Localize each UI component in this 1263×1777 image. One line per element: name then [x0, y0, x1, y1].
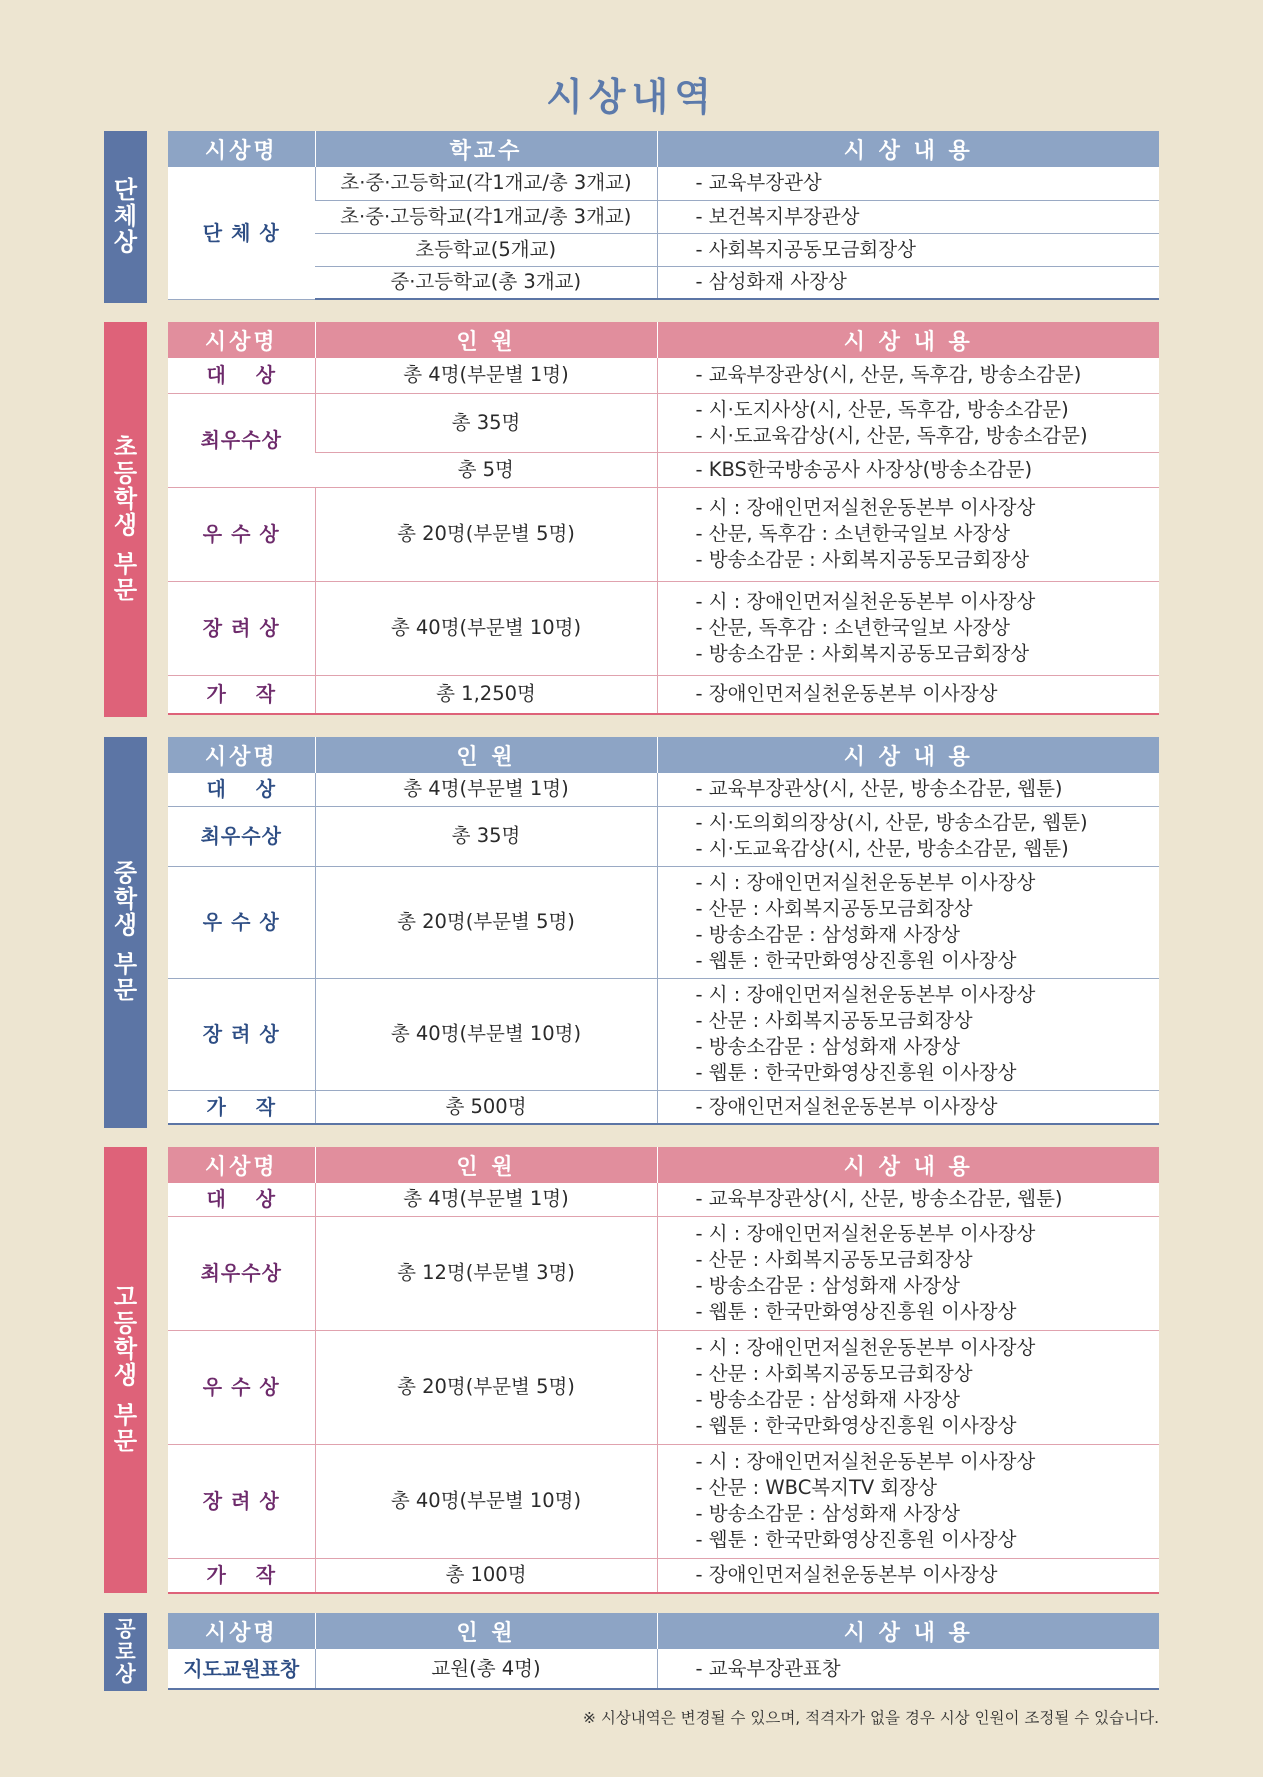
award-detail — [657, 393, 1159, 452]
detail-line: 문 — [113, 1426, 138, 1455]
group-award-side-label — [104, 131, 147, 303]
detail-line: - 산문 : 사회복지공동모금회장상 — [695, 1248, 973, 1271]
middle-table — [168, 737, 1159, 1125]
detail-line: 초 — [113, 432, 138, 461]
header-award-name: 시상명 — [168, 737, 315, 773]
award-count: 초·중·고등학교(각1개교/총 3개교) — [315, 200, 657, 233]
detail-line: - 산문 : 사회복지공동모금회장상 — [695, 1009, 973, 1032]
detail-line: - 보건복지부장관상 — [695, 204, 860, 228]
detail-line: - 시·도교육감상(시, 산문, 방송소감문, 웹툰) — [695, 837, 1069, 860]
detail-line: 등 — [113, 1309, 138, 1338]
award-name: 지도교원표창 — [168, 1649, 315, 1689]
award-name: 대 상 — [168, 1183, 315, 1216]
group-award-section — [104, 131, 1159, 303]
award-count: 초등학교(5개교) — [315, 233, 657, 266]
detail-line: 생 — [113, 910, 138, 939]
award-count: 초·중·고등학교(각1개교/총 3개교) — [315, 167, 657, 200]
award-detail — [657, 1330, 1159, 1444]
award-count: 중·고등학교(총 3개교) — [315, 266, 657, 299]
award-detail — [657, 266, 1159, 299]
detail-line: 부 — [113, 550, 138, 579]
award-name: 최우수상 — [168, 806, 315, 866]
award-detail — [657, 233, 1159, 266]
detail-line: - 웹툰 : 한국만화영상진흥원 이사장상 — [695, 1061, 1017, 1084]
award-detail — [657, 200, 1159, 233]
header-award-name: 시상명 — [168, 131, 315, 167]
detail-line: - 웹툰 : 한국만화영상진흥원 이사장상 — [695, 1414, 1017, 1437]
detail-line: 부 — [113, 1400, 138, 1429]
detail-line: - 시 : 장애인먼저실천운동본부 이사장상 — [695, 983, 1036, 1006]
award-name: 장 려 상 — [168, 1444, 315, 1558]
detail-line: - 웹툰 : 한국만화영상진흥원 이사장상 — [695, 1528, 1017, 1551]
elementary-section — [104, 322, 1159, 717]
detail-line: - 방송소감문 : 사회복지공동모금회장상 — [695, 548, 1030, 571]
award-detail — [657, 773, 1159, 806]
award-detail — [657, 675, 1159, 714]
award-name: 우 수 상 — [168, 487, 315, 581]
detail-line: 부 — [113, 950, 138, 979]
award-count: 총 4명(부문별 1명) — [315, 773, 657, 806]
award-count: 총 100명 — [315, 1558, 657, 1593]
high-side-label — [104, 1147, 147, 1593]
detail-line: - 삼성화재 사장상 — [695, 270, 847, 294]
detail-line: - 산문, 독후감 : 소년한국일보 사장상 — [695, 616, 1011, 639]
header-content: 시 상 내 용 — [657, 1147, 1159, 1183]
award-count: 총 20명(부문별 5명) — [315, 1330, 657, 1444]
high-table — [168, 1147, 1159, 1594]
award-detail — [657, 978, 1159, 1090]
detail-line: - 교육부장관표창 — [695, 1656, 841, 1680]
award-name: 장 려 상 — [168, 581, 315, 675]
award-count: 총 20명(부문별 5명) — [315, 487, 657, 581]
detail-line: - 교육부장관상(시, 산문, 방송소감문, 웹툰) — [695, 1187, 1063, 1211]
detail-line: - 방송소감문 : 사회복지공동모금회장상 — [695, 642, 1030, 665]
merit-side-label — [104, 1613, 147, 1691]
award-name: 우 수 상 — [168, 1330, 315, 1444]
elementary-side-label — [104, 322, 147, 717]
award-name: 최우수상 — [168, 393, 315, 487]
detail-line: - 산문 : 사회복지공동모금회장상 — [695, 1362, 973, 1385]
merit-table — [168, 1613, 1159, 1690]
detail-line: 중 — [113, 858, 138, 887]
header-school-count: 학교수 — [315, 131, 657, 167]
page-title: 시상내역 — [546, 75, 717, 119]
detail-line: - 시 : 장애인먼저실천운동본부 이사장상 — [695, 1450, 1036, 1473]
detail-line: - 장애인먼저실천운동본부 이사장상 — [695, 1094, 998, 1118]
detail-line: 문 — [113, 576, 138, 605]
detail-line: - 시 : 장애인먼저실천운동본부 이사장상 — [695, 871, 1036, 894]
header-content: 시 상 내 용 — [657, 322, 1159, 358]
award-count: 총 35명 — [315, 393, 657, 452]
header-content: 시 상 내 용 — [657, 1613, 1159, 1649]
award-name: 최우수상 — [168, 1216, 315, 1330]
detail-line: - 교육부장관상(시, 산문, 독후감, 방송소감문) — [695, 363, 1082, 387]
elementary-table — [168, 322, 1159, 715]
award-count: 총 40명(부문별 10명) — [315, 978, 657, 1090]
award-detail — [657, 1183, 1159, 1216]
award-detail — [657, 1444, 1159, 1558]
group-award-table — [168, 131, 1159, 300]
header-people: 인 원 — [315, 737, 657, 773]
award-count: 총 5명 — [315, 452, 657, 487]
detail-line: 학 — [113, 1335, 138, 1364]
detail-line: 등 — [113, 458, 138, 487]
detail-line: - 웹툰 : 한국만화영상진흥원 이사장상 — [695, 1300, 1017, 1323]
award-detail — [657, 866, 1159, 978]
award-detail — [657, 167, 1159, 200]
header-content: 시 상 내 용 — [657, 737, 1159, 773]
detail-line: 문 — [113, 976, 138, 1005]
detail-line: 학 — [113, 884, 138, 913]
award-name: 우 수 상 — [168, 866, 315, 978]
award-detail — [657, 581, 1159, 675]
detail-line: - 산문 : WBC복지TV 회장상 — [695, 1476, 937, 1499]
award-name: 대 상 — [168, 773, 315, 806]
high-school-section — [104, 1147, 1159, 1593]
detail-line: 생 — [113, 1361, 138, 1389]
detail-line: - 교육부장관상(시, 산문, 방송소감문, 웹툰) — [695, 777, 1063, 801]
header-award-name: 시상명 — [168, 322, 315, 358]
detail-line: 상 — [113, 227, 138, 256]
footnote: ※ 시상내역은 변경될 수 있으며, 적격자가 없을 경우 시상 인원이 조정될 수 있습니다. — [582, 1709, 1159, 1727]
detail-line: - 방송소감문 : 삼성화재 사장상 — [695, 1035, 960, 1058]
middle-side-label — [104, 737, 147, 1128]
award-detail — [657, 1216, 1159, 1330]
award-detail — [657, 1649, 1159, 1689]
award-count: 총 1,250명 — [315, 675, 657, 714]
detail-line: 공 — [115, 1616, 136, 1641]
detail-line: 학 — [113, 484, 138, 513]
award-name: 가 작 — [168, 675, 315, 714]
detail-line: - 시 : 장애인먼저실천운동본부 이사장상 — [695, 1222, 1036, 1245]
detail-line: - 시·도의회의장상(시, 산문, 방송소감문, 웹툰) — [695, 811, 1088, 834]
award-name: 대 상 — [168, 358, 315, 393]
detail-line: 단 — [113, 176, 138, 205]
detail-line: - 방송소감문 : 삼성화재 사장상 — [695, 1502, 960, 1525]
detail-line: - 교육부장관상 — [695, 171, 822, 195]
detail-line: - 시 : 장애인먼저실천운동본부 이사장상 — [695, 496, 1036, 519]
award-count: 총 4명(부문별 1명) — [315, 1183, 657, 1216]
header-award-name: 시상명 — [168, 1147, 315, 1183]
award-count: 총 40명(부문별 10명) — [315, 581, 657, 675]
detail-line: - 방송소감문 : 삼성화재 사장상 — [695, 1388, 960, 1411]
award-name: 장 려 상 — [168, 978, 315, 1090]
award-detail — [657, 1558, 1159, 1593]
detail-line: - 시 : 장애인먼저실천운동본부 이사장상 — [695, 590, 1036, 613]
detail-line: 상 — [115, 1662, 136, 1687]
detail-line: - 시·도교육감상(시, 산문, 독후감, 방송소감문) — [695, 423, 1088, 447]
header-people: 인 원 — [315, 1613, 657, 1649]
award-detail — [657, 806, 1159, 866]
award-detail — [657, 487, 1159, 581]
header-content: 시 상 내 용 — [657, 131, 1159, 167]
detail-line: - 웹툰 : 한국만화영상진흥원 이사장상 — [695, 949, 1017, 972]
award-count: 교원(총 4명) — [315, 1649, 657, 1689]
merit-award-section — [104, 1613, 1159, 1691]
detail-line: - 방송소감문 : 삼성화재 사장상 — [695, 1274, 960, 1297]
award-detail — [657, 1090, 1159, 1124]
award-name: 가 작 — [168, 1558, 315, 1593]
detail-line: - KBS한국방송공사 사장상(방송소감문) — [695, 457, 1033, 481]
award-count: 총 35명 — [315, 806, 657, 866]
header-people: 인 원 — [315, 322, 657, 358]
detail-line: 체 — [113, 202, 138, 231]
detail-line: - 장애인먼저실천운동본부 이사장상 — [695, 682, 998, 706]
detail-line: 고 — [113, 1283, 138, 1312]
award-count: 총 20명(부문별 5명) — [315, 866, 657, 978]
award-name: 단 체 상 — [168, 167, 315, 299]
detail-line: - 시·도지사상(시, 산문, 독후감, 방송소감문) — [695, 397, 1069, 421]
award-count: 총 40명(부문별 10명) — [315, 1444, 657, 1558]
detail-line: - 장애인먼저실천운동본부 이사장상 — [695, 1563, 998, 1587]
middle-school-section — [104, 737, 1159, 1128]
header-people: 인 원 — [315, 1147, 657, 1183]
detail-line: 로 — [115, 1639, 136, 1664]
detail-line: - 시 : 장애인먼저실천운동본부 이사장상 — [695, 1336, 1036, 1359]
award-detail — [657, 452, 1159, 487]
award-count: 총 500명 — [315, 1090, 657, 1124]
header-award-name: 시상명 — [168, 1613, 315, 1649]
detail-line: - 사회복지공동모금회장상 — [695, 237, 916, 261]
detail-line: - 방송소감문 : 삼성화재 사장상 — [695, 923, 960, 946]
award-count: 총 4명(부문별 1명) — [315, 358, 657, 393]
award-name: 가 작 — [168, 1090, 315, 1124]
award-detail — [657, 358, 1159, 393]
award-count: 총 12명(부문별 3명) — [315, 1216, 657, 1330]
detail-line: 생 — [113, 510, 138, 539]
detail-line: - 산문, 독후감 : 소년한국일보 사장상 — [695, 522, 1011, 545]
detail-line: - 산문 : 사회복지공동모금회장상 — [695, 897, 973, 920]
